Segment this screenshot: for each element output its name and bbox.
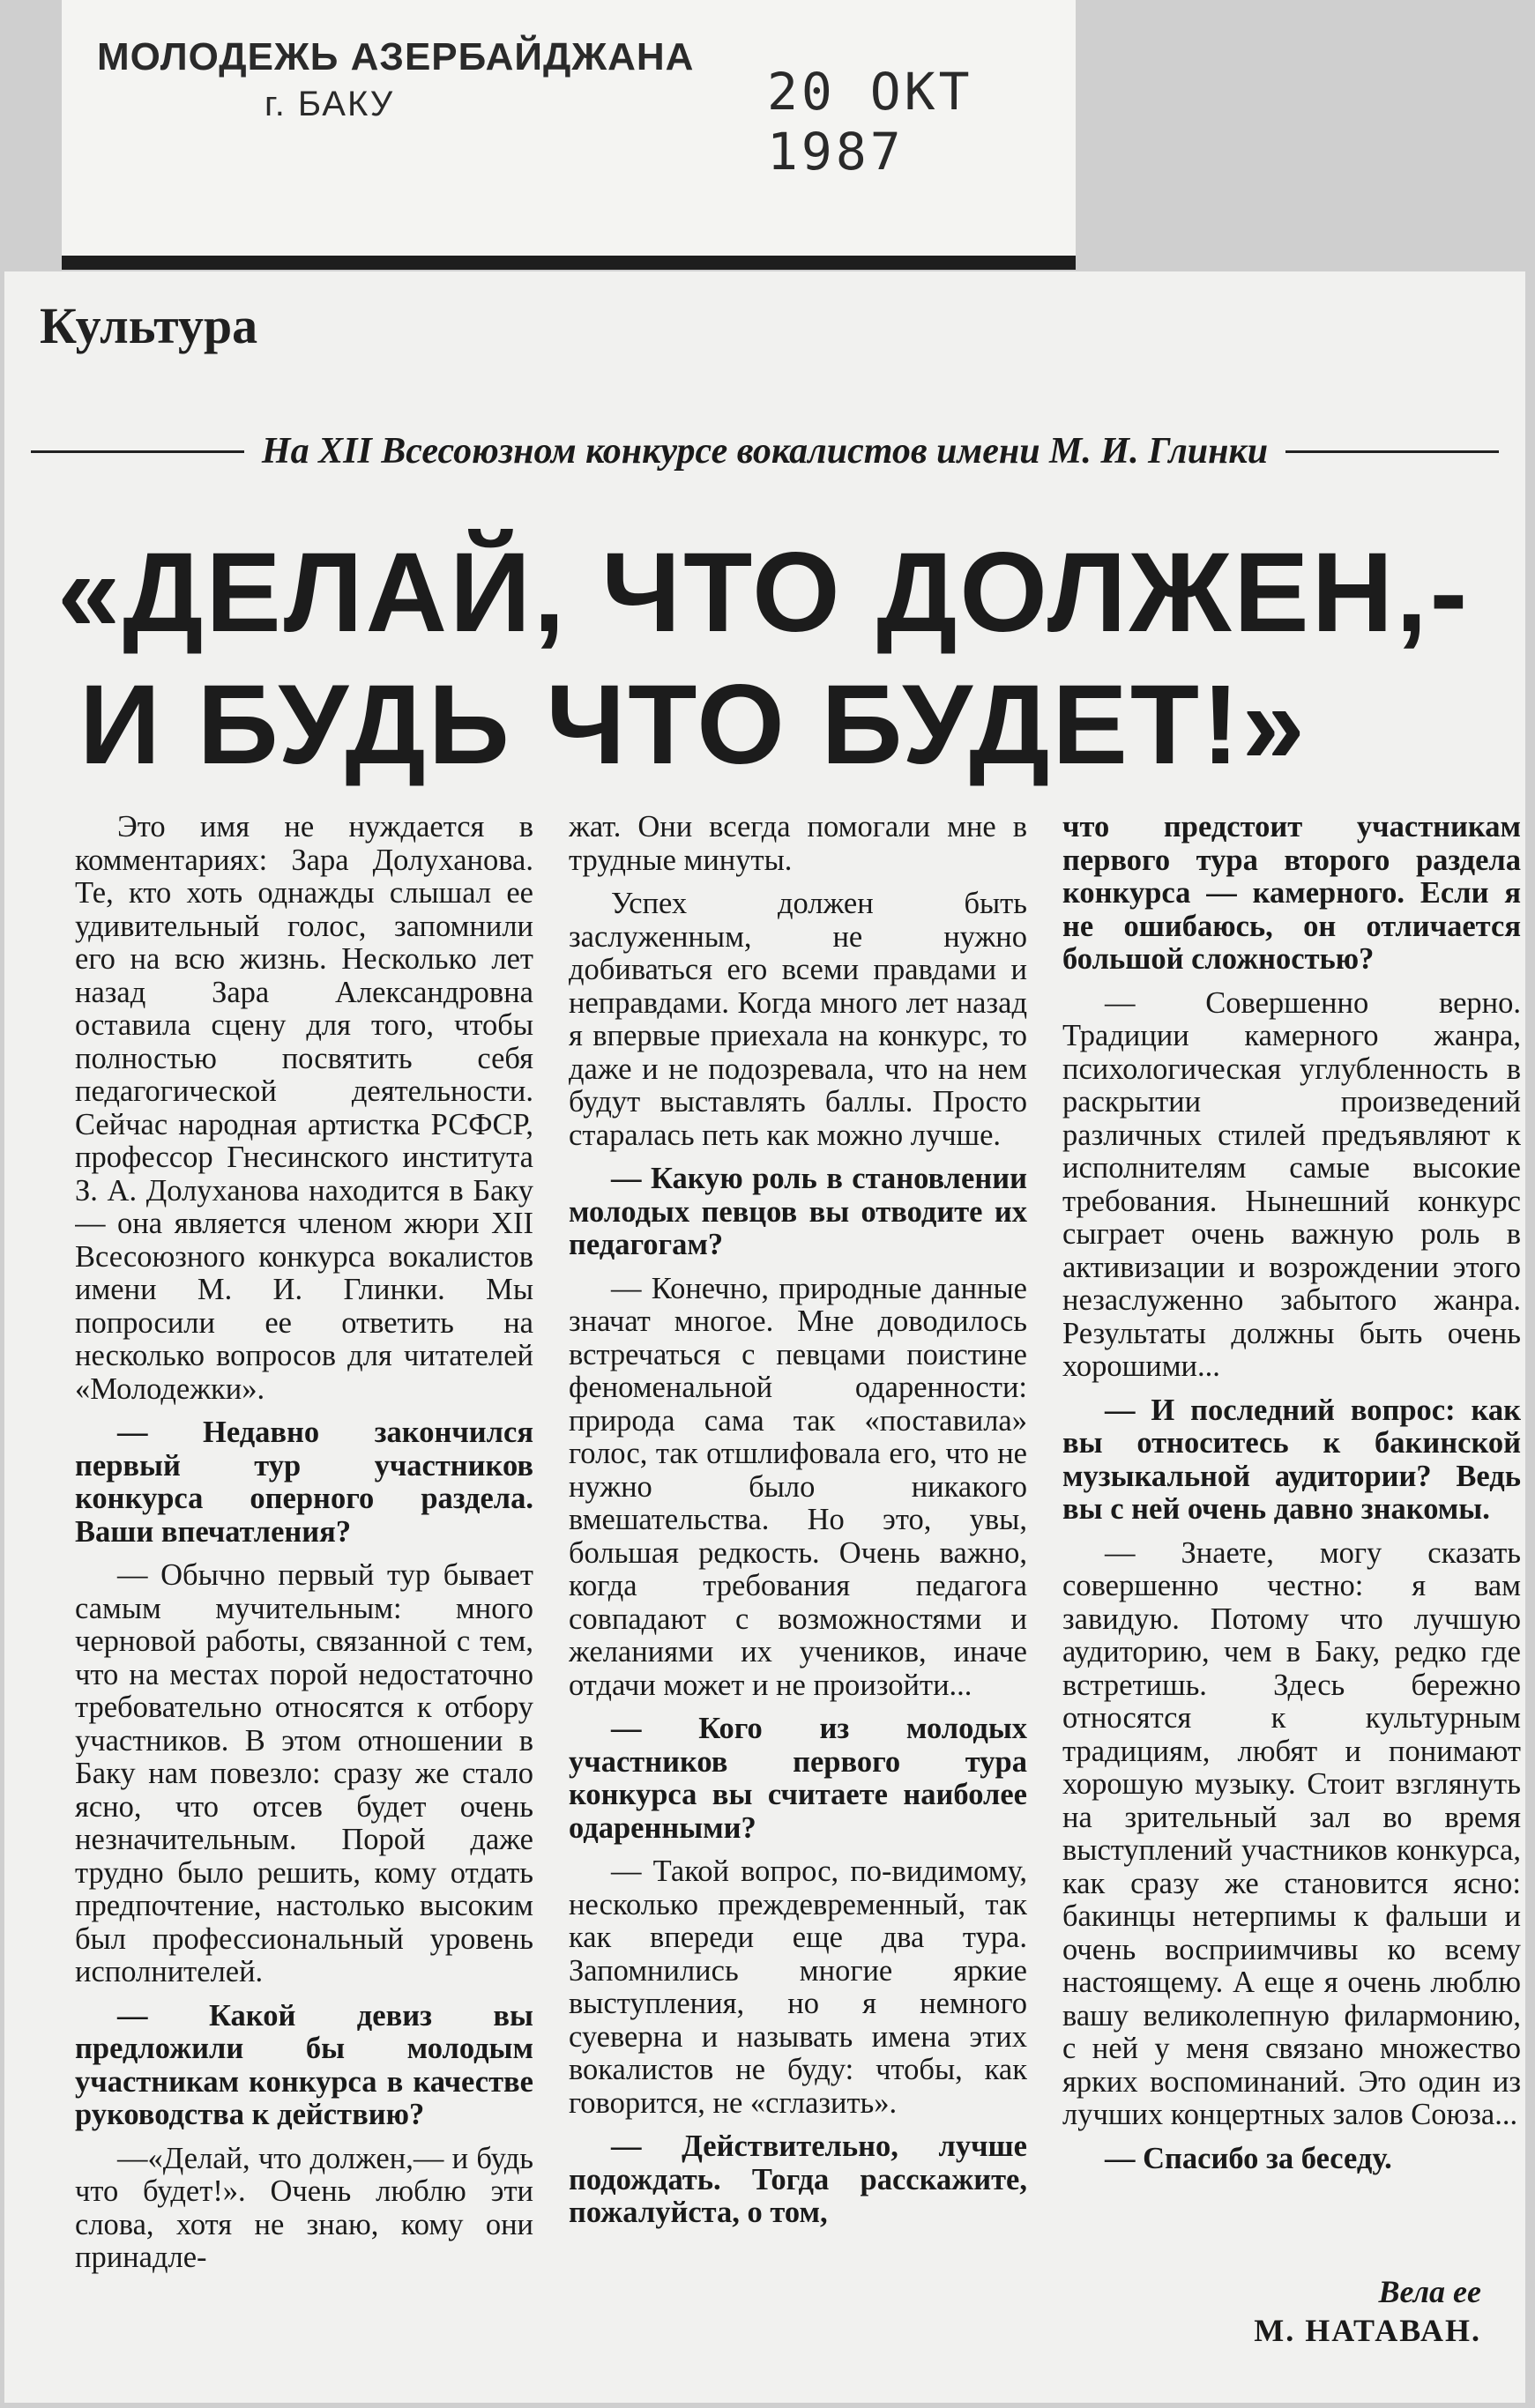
question-paragraph: — И последний вопрос: как вы относитесь к бакинской музыкальной аудитории? Ведь вы с ней очень давно знакомы. [1062,1393,1521,1526]
paragraph: — Такой вопрос, по-видимому, несколько преждевременный, так как впереди еще два тура. Запомнились многие яркие выступления, но я немного суеверна и называть имена этих вокалистов не буду: чтобы, как говорится, не «сглазить». [569,1854,1027,2120]
headline-line: «ДЕЛАЙ, ЧТО ДОЛЖЕН,- [57,530,1471,656]
question-paragraph: — Действительно, лучше подождать. Тогда расскажите, пожалуйста, о том, [569,2129,1027,2229]
question-paragraph: что предстоит участникам первого тура второго раздела конкурса — камерного. Если я не ошибаюсь, он отличается большой сложностью? [1062,811,1521,976]
paragraph: Это имя не нуждается в комментариях: Зара Долуханова. Те, кто хоть однажды слышал ее удивительный голос, запомнили его на всю жизнь. Несколько лет назад Зара Александровна оставила сцену для того, чтобы полностью посвятить себя педагогической деятельности. Сейчас народная артистка РСФСР, профессор Гнесинского института З. А. Долуханова находится в Баку — она является членом жюри XII Всесоюзного конкурса вокалистов имени М. И. Глинки. Мы попросили ее ответить на несколько вопросов для читателей «Молодежки». [75,811,533,1406]
paragraph: жат. Они всегда помогали мне в трудные минуты. [569,811,1027,877]
question-paragraph: — Какую роль в становлении молодых певцов вы отводите их педагогам? [569,1162,1027,1261]
question-paragraph: — Спасибо за беседу. [1105,2141,1392,2175]
kicker-rule-right [1285,450,1499,453]
byline [1254,2272,1481,2350]
question-paragraph: — Недавно закончился первый тур участников конкурса оперного раздела. Ваши впечатления? [75,1416,533,1549]
article-columns [75,811,1521,2389]
question-paragraph: — Какой девиз вы предложили бы молодым участникам конкурса в качестве руководства к действию? [75,1998,533,2131]
newspaper-label [62,0,1076,270]
column-2 [569,811,1027,2389]
newspaper-city: г. БАКУ [265,85,395,123]
question-paragraph: — Кого из молодых участников первого тура конкурса вы считаете наиболее одаренными? [569,1712,1027,1845]
paragraph: — Совершенно верно. Традиции камерного жанра, психологическая углубленность в раскрытии произведений различных стилей предъявляют к исполнителям самые высокие требования. Нынешний конкурс сыграет очень важную роль в активизации и возрождении этого незаслуженно забытого жанра. Результаты должны быть очень хорошими... [1062,985,1521,1383]
paragraph: — Конечно, природные данные значат многое. Мне доводилось встречаться с певцами поистине феноменальной одаренности: природа сама так «поставила» голос, так отшлифовала его, что не нужно было никакого вмешательства. Но это, увы, большая редкость. Очень важно, когда требования педагога совпадают с возможностями и желаниями их учеников, иначе отдачи может и не произойти... [569,1271,1027,1702]
paragraph: —«Делай, что должен,— и будь что будет!». Очень люблю эти слова, хотя не знаю, кому они принадле- [75,2141,533,2274]
kicker-text: На XII Всесоюзном конкурсе вокалистов имени М. И. Глинки [261,431,1269,472]
date-stamp: 20 ОКТ 1987 [767,62,973,182]
newspaper-name: МОЛОДЕЖЬ АЗЕРБАЙДЖАНА [97,35,695,78]
column-1 [75,811,533,2389]
kicker-rule-left [31,450,244,453]
byline-author: М. НАТАВАН. [1254,2313,1481,2348]
article-clipping [4,271,1525,2403]
headline [57,527,1486,792]
headline-line: И БУДЬ ЧТО БУДЕТ!» [79,662,1308,788]
paragraph: — Обычно первый тур бывает самым мучительным: много черновой работы, связанной с тем, что на местах порой недостаточно требовательно относятся к отбору участников. В этом отношении в Баку нам повезло: сразу же стало ясно, что отсев будет очень незначительным. Порой даже трудно было решить, кому отдать предпочтение, настолько высоким был профессиональный уровень исполнителей. [75,1558,533,1988]
paragraph: — Знаете, могу сказать совершенно честно: я вам завидую. Потому что лучшую аудиторию, чем в Баку, редко где встретишь. Здесь бережно относятся к культурным традициям, любят и понимают хорошую музыку. Стоит взглянуть на зрительный зал во время выступлений участников конкурса, как сразу же становится ясно: бакинцы нетерпимы к фальши и очень восприимчивы ко всему настоящему. А еще я очень люблю вашу великолепную филармонию, с ней у меня связано множество ярких воспоминаний. Это один из лучших концертных залов Союза... [1062,1535,1521,2131]
byline-role: Вела ее [1378,2274,1481,2309]
paragraph: Успех должен быть заслуженным, не нужно добиваться его всеми правдами и неправдами. Когда много лет назад я впервые приехала на конкурс, то даже и не подозревала, что на нем будут выставлять баллы. Просто старалась петь как можно лучше. [569,887,1027,1152]
column-3 [1062,811,1521,2389]
kicker [31,430,1499,472]
section-heading: Культура [40,297,258,354]
